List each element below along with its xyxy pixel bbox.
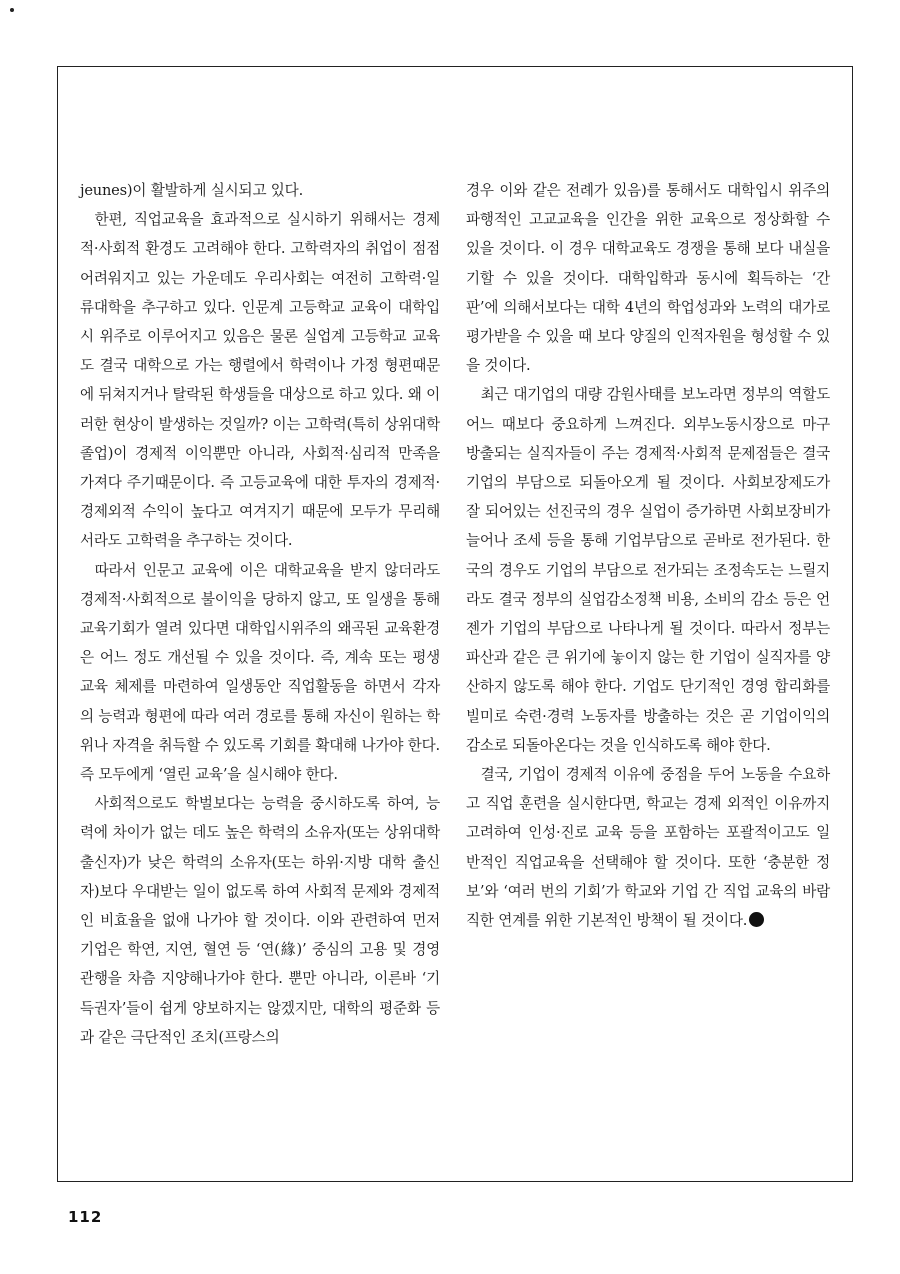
paragraph: jeunes)이 활발하게 실시되고 있다. — [80, 182, 304, 199]
page-number: 112 — [68, 1208, 103, 1226]
left-column — [80, 176, 440, 1052]
paragraph-text: 결국, 기업이 경제적 이유에 중점을 두어 노동을 수요하고 직업 훈련을 실시한다면, 학교는 경제 외적인 이유까지 고려하여 인성·진로 교육 등을 포함하는 포괄적이고도 일반적인 직업교육을 선택해야 할 것이다. 또한 ‘충분한 정보’와 ‘여러 번의 기회’가 학교와 기업 간 직업 교육의 바람직한 연계를 위한 기본적인 방책이 될 것이다. — [466, 766, 830, 930]
end-mark-icon — [749, 912, 764, 927]
paragraph-last — [466, 760, 830, 935]
paragraph: 사회적으로도 학벌보다는 능력을 중시하도록 하여, 능력에 차이가 없는 데도 높은 학력의 소유자(또는 상위대학 출신자)가 낮은 학력의 소유자(또는 하위·지방 대학 출신자)보다 우대받는 일이 없도록 하여 사회적 문제와 경제적인 비효율을 없애 나가야 할 것이다. 이와 관련하여 먼저 기업은 학연, 지연, 혈연 등 ‘연(緣)’ 중심의 고용 및 경영 관행을 차츰 지양해나가야 한다. 뿐만 아니라, 이른바 ‘기득권자’들이 쉽게 양보하지는 않겠지만, 대학의 평준화 등과 같은 극단적인 조치(프랑스의 — [80, 795, 440, 1046]
right-column — [466, 176, 830, 935]
paragraph: 한편, 직업교육을 효과적으로 실시하기 위해서는 경제적·사회적 환경도 고려해야 한다. 고학력자의 취업이 점점 어려워지고 있는 가운데도 우리사회는 여전히 고학력·일류대학을 추구하고 있다. 인문계 고등학교 교육이 대학입시 위주로 이루어지고 있음은 물론 실업계 고등학교 교육도 결국 대학으로 가는 행렬에서 학력이나 가정 형편때문에 뒤쳐지거나 탈락된 학생들을 대상으로 하고 있다. 왜 이러한 현상이 발생하는 것일까? 이는 고학력(특히 상위대학 졸업)이 경제적 이익뿐만 아니라, 사회적·심리적 만족을 가져다 주기때문이다. 즉 고등교육에 대한 투자의 경제적·경제외적 수익이 높다고 여겨지기 때문에 모두가 무리해서라도 고학력을 추구하는 것이다. — [80, 211, 440, 550]
corner-dot — [10, 8, 14, 12]
paragraph: 경우 이와 같은 전례가 있음)를 통해서도 대학입시 위주의 파행적인 고교교육을 인간을 위한 교육으로 정상화할 수 있을 것이다. 이 경우 대학교육도 경쟁을 통해 보다 내실을 기할 수 있을 것이다. 대학입학과 동시에 획득하는 ‘간판’에 의해서보다는 대학 4년의 학업성과와 노력의 대가로 평가받을 수 있을 때 보다 양질의 인적자원을 형성할 수 있을 것이다. — [466, 182, 830, 375]
paragraph: 따라서 인문고 교육에 이은 대학교육을 받지 않더라도 경제적·사회적으로 불이익을 당하지 않고, 또 일생을 통해 교육기회가 열려 있다면 대학입시위주의 왜곡된 교육환경은 어느 정도 개선될 수 있을 것이다. 즉, 계속 또는 평생 교육 체제를 마련하여 일생동안 직업활동을 하면서 각자의 능력과 형편에 따라 여러 경로를 통해 자신이 원하는 학위나 자격을 취득할 수 있도록 기회를 확대해 나가야 한다. 즉 모두에게 ‘열린 교육’을 실시해야 한다. — [80, 561, 440, 784]
paragraph: 최근 대기업의 대량 감원사태를 보노라면 정부의 역할도 어느 때보다 중요하게 느껴진다. 외부노동시장으로 마구 방출되는 실직자들이 주는 경제적·사회적 문제점들은 결국 기업의 부담으로 되돌아오게 될 것이다. 사회보장제도가 잘 되어있는 선진국의 경우 실업이 증가하면 사회보장비가 늘어나 조세 등을 통해 기업부담으로 곧바로 전가된다. 한국의 경우도 기업의 부담으로 전가되는 조정속도는 느릴지라도 결국 정부의 실업감소정책 비용, 소비의 감소 등은 언젠가 기업의 부담으로 나타나게 될 것이다. 따라서 정부는 파산과 같은 큰 위기에 놓이지 않는 한 기업이 실직자를 양산하지 않도록 해야 한다. 기업도 단기적인 경영 합리화를 빌미로 숙련·경력 노동자를 방출하는 것은 곧 기업이익의 감소로 되돌아온다는 것을 인식하도록 해야 한다. — [466, 386, 830, 754]
